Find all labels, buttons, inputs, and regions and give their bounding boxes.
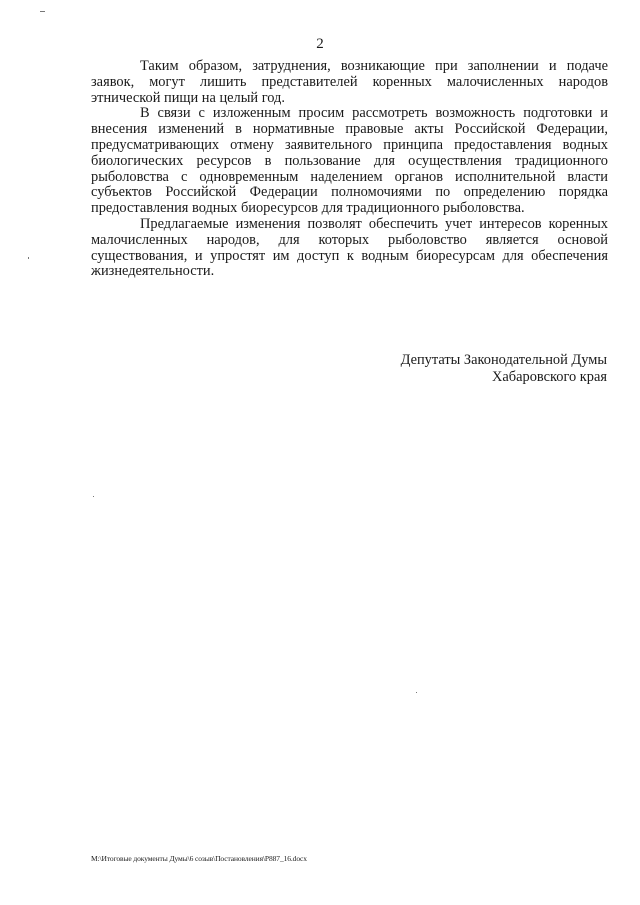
file-path-footer: M:\Итоговые документы Думы\6 созыв\Постановления\P887_16.docx [91,854,307,863]
scan-artifact [28,257,29,259]
paragraph-request: В связи с изложенным просим рассмотреть возможность подготовки и внесения изменений в нормативные правовые акты Российской Федерации, предусматривающих отмену заявительного принципа предоставления водных биологических ресурсов в пользование для осуществления традиционного рыболовства с одновременным наделением органов исполнительной власти субъектов Российской Федерации полномочиями по определению порядка предоставления водных биоресурсов для традиционного рыболовства. [91,105,608,217]
scan-artifact [93,496,94,497]
signature-line-region: Хабаровского края [492,369,607,385]
scan-artifact [416,692,417,693]
paragraph-proposed-changes: Предлагаемые изменения позволят обеспечить учет интересов коренных малочисленных народов, для которых рыболовство является основой существования, и упростят им доступ к водным биоресурсам для обеспечения жизнедеятельности. [91,215,608,280]
signature-block [401,352,607,386]
signature-line-deputies: Депутаты Законодательной Думы [400,352,607,368]
scan-artifact [40,11,45,12]
letter-body [91,59,608,280]
page-number: 2 [316,36,324,52]
paragraph-difficulties: Таким образом, затруднения, возникающие при заполнении и подаче заявок, могут лишить представителей коренных малочисленных народов этнической пищи на целый год. [91,58,608,106]
